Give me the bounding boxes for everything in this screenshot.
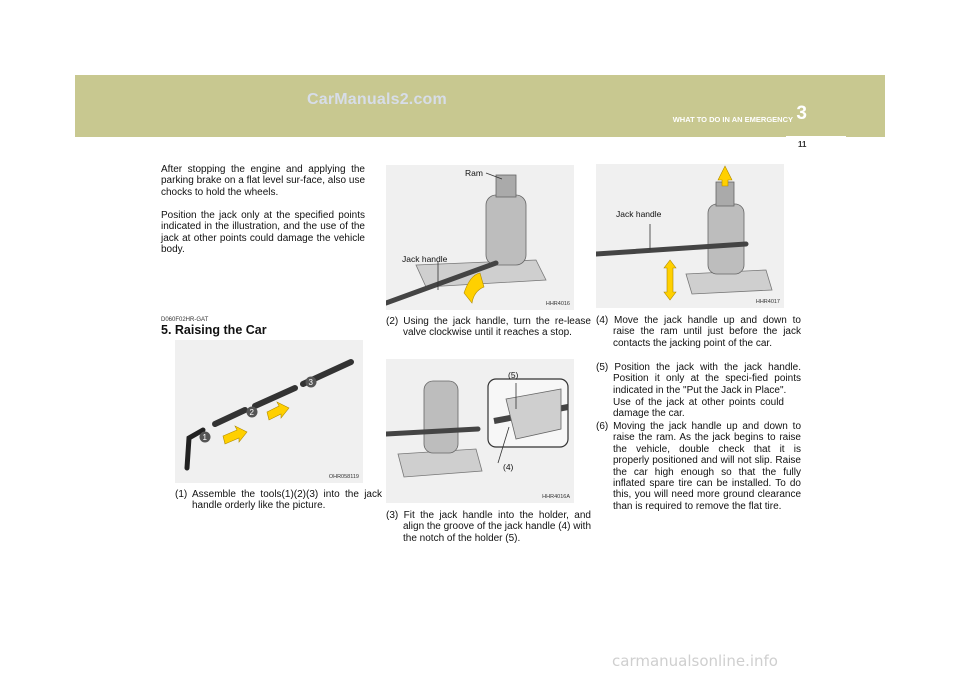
step-5-note: Use of the jack at other points could damage the car.	[613, 397, 784, 420]
jack-pumping-figure	[596, 164, 784, 308]
jack-pump-illustration	[596, 164, 784, 308]
tool-label-2: 2	[249, 408, 254, 417]
intro-paragraph: After stopping the engine and applying the parking brake on a flat level sur-face, also use chocks to hold the wheels.	[161, 164, 365, 198]
footer-watermark[interactable]: carmanualsonline.info	[612, 652, 778, 670]
page-number-tab	[786, 136, 846, 154]
section-heading: 5. Raising the Car	[161, 323, 267, 337]
site-logo[interactable]: CarManuals2.com	[307, 91, 447, 108]
step-4: (4) Move the jack handle up and down to raise the ram until just before the jack contacts the jacking point of the car.	[596, 315, 801, 349]
jack-holder-illustration	[386, 359, 574, 503]
figure-code: OHR058119	[328, 474, 359, 480]
holder-alignment-figure	[386, 359, 574, 503]
tool-label-3: 3	[308, 378, 313, 387]
release-valve-figure	[386, 165, 574, 310]
step-6: (6) Moving the jack handle up and down to raise the ram. As the jack begins to raise the vehicle, double check that it is properly positioned and will not slip. Raise the car high enough so that the fully inflated spare tire can be installed. To do this, you will need more ground clearance than is required to remove the flat tire.	[596, 421, 801, 512]
figure-code: HHR4016	[545, 301, 570, 307]
section-number: 3	[796, 103, 807, 124]
step-2: (2) Using the jack handle, turn the re-lease valve clockwise until it reaches a stop.	[386, 316, 591, 339]
figure-code: HHR4016A	[542, 494, 570, 500]
jack-handle-label: Jack handle	[402, 254, 448, 264]
intro-paragraph-2: Position the jack only at the specified points indicated in the illustration, and the use of the jack at other points could damage the vehicle body.	[161, 210, 365, 256]
step-3: (3) Fit the jack handle into the holder, and align the groove of the jack handle (4) with the notch of the holder (5).	[386, 510, 591, 544]
jack-handle-tools-illustration	[175, 340, 363, 483]
jack-handle-label: Jack handle	[616, 209, 662, 219]
tools-assembly-figure	[175, 340, 363, 483]
holder-label: (5)	[508, 370, 519, 380]
page-number: 11	[798, 140, 807, 149]
figure-code: HHR4017	[755, 299, 780, 305]
section-title: WHAT TO DO IN AN EMERGENCY	[672, 115, 793, 124]
step-1: (1) Assemble the tools(1)(2)(3) into the jack handle orderly like the picture.	[175, 489, 382, 512]
section-header-band	[75, 75, 885, 137]
ram-label: Ram	[465, 168, 483, 178]
tool-label-1: 1	[202, 433, 207, 442]
jack-release-valve-illustration	[386, 165, 574, 310]
step-5: (5) Position the jack with the jack handle. Position it only at the speci-fied points indicated in the "Put the Jack in Place".	[596, 362, 801, 396]
section-code: D060F02HR-GAT	[161, 317, 209, 323]
handle-groove-label: (4)	[503, 462, 514, 472]
